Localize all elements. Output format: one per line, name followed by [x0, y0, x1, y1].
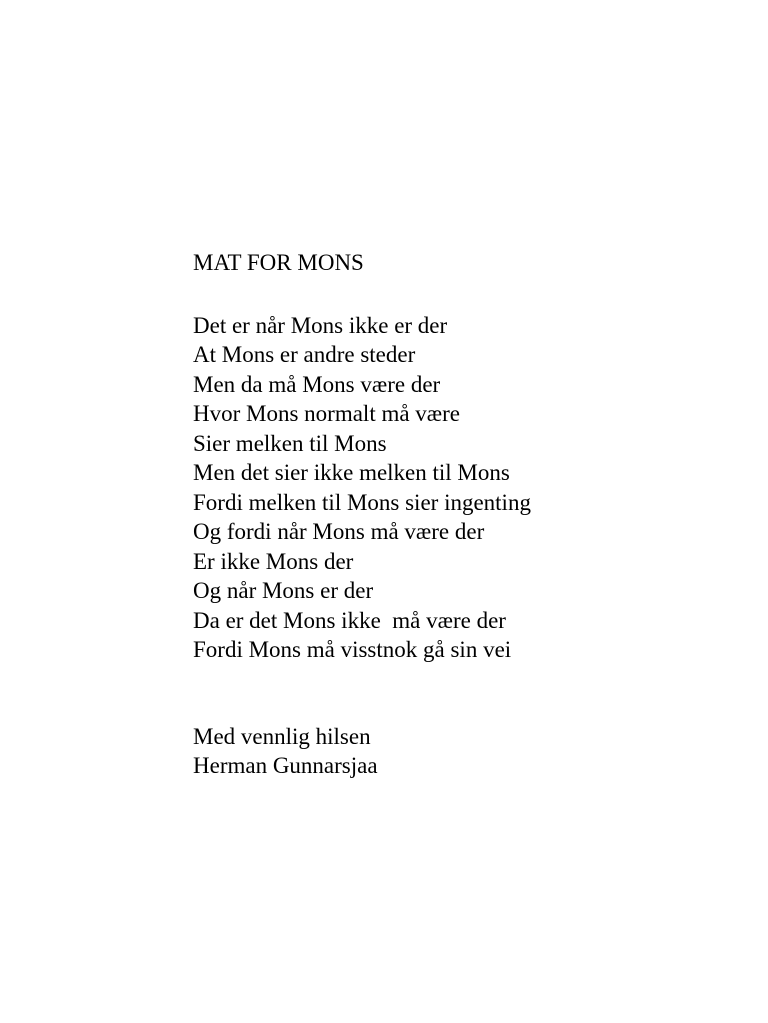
author-name: Herman Gunnarsjaa [193, 753, 378, 778]
poem-line: Sier melken til Mons [193, 430, 387, 456]
poem-line: Da er det Mons ikke må være der [193, 607, 506, 633]
poem-line: At Mons er andre steder [193, 342, 416, 367]
poem-line: Fordi melken til Mons sier ingenting [193, 489, 531, 515]
signature-block [193, 722, 531, 781]
poem-line: Og fordi når Mons må være der [193, 519, 485, 544]
poem-line: Er ikke Mons der [193, 548, 354, 574]
poem-line: Og når Mons er der [193, 578, 374, 603]
poem-text-block [193, 248, 531, 781]
poem-body [193, 311, 531, 665]
poem-line: Fordi Mons må visstnok gå sin vei [193, 637, 512, 662]
poem-title: MAT FOR MONS [193, 250, 364, 275]
poem-line: Det er når Mons ikke er der [193, 312, 448, 338]
poem-line: Men da må Mons være der [193, 371, 441, 397]
poem-line: Hvor Mons normalt må være [193, 401, 461, 426]
poem-line: Men det sier ikke melken til Mons [193, 460, 510, 485]
closing-text: Med vennlig hilsen [193, 723, 371, 749]
